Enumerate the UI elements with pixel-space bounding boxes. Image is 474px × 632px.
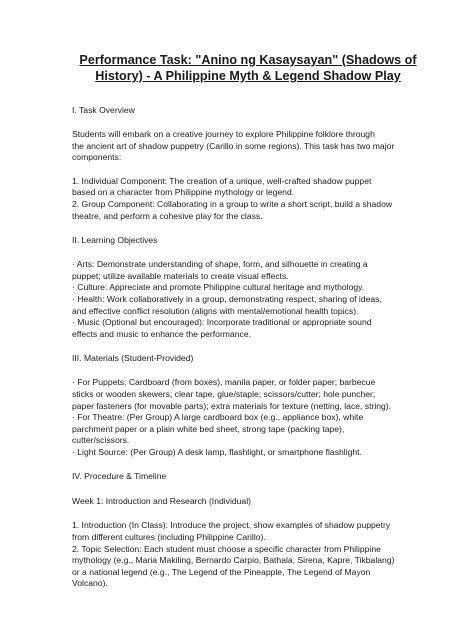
list-item: · Culture: Appreciate and promote Philippine cultural heritage and mythology.	[72, 282, 365, 293]
text-line: theatre, and perform a cohesive play for the class.	[72, 210, 263, 221]
title-line-1: Performance Task: "Anino ng Kasaysayan" (Shadows of	[79, 53, 417, 67]
text-line: 2. Topic Selection: Each student must choose a specific character from Philippine	[72, 543, 381, 554]
section-heading-procedure: IV. Procedure & Timeline	[72, 471, 167, 482]
list-item: · Light Source: (Per Group) A desk lamp, flashlight, or smartphone flashlight.	[72, 446, 362, 457]
list-item: · Arts: Demonstrate understanding of shape, form, and silhouette in creating a	[72, 259, 368, 270]
text-line: or a national legend (e.g., The Legend of the Pineapple, The Legend of Mayon	[72, 566, 371, 577]
week1-steps	[72, 520, 424, 590]
text-line: mythology (e.g., Maria Makiling, Bernardo Carpio, Bathala, Sirena, Kapre, Tikbalang)	[72, 555, 395, 566]
overview-paragraph	[72, 129, 424, 164]
text-line: the ancient art of shadow puppetry (Carillo in some regions). This task has two major	[72, 140, 395, 151]
list-item: cutter/scissors.	[72, 435, 130, 446]
objectives-list	[72, 259, 424, 340]
text-line: 2. Group Component: Collaborating in a group to write a short script, build a shadow	[72, 198, 393, 209]
list-item: puppet; utilize available materials to create visual effects.	[72, 270, 289, 281]
subheading-week-1: Week 1: Introduction and Research (Individual)	[72, 496, 251, 507]
list-item: and effective conflict resolution (aligns with mental/emotional health topics).	[72, 305, 359, 316]
list-item: · Music (Optional but encouraged): Incorporate traditional or appropriate sound	[72, 317, 372, 328]
text-line: from different cultures (including Philippine Carillo).	[72, 532, 266, 543]
list-item: sticks or wooden skewers; clear tape, glue/staple; scissors/cutter; hole puncher;	[72, 388, 376, 399]
text-line: Volcano).	[72, 578, 108, 589]
title-line-2: History) - A Philippine Myth & Legend Shadow Play	[95, 69, 401, 83]
list-item: · Health: Work collaboratively in a group, demonstrating respect, sharing of ideas,	[72, 293, 382, 304]
text-line: Students will embark on a creative journey to explore Philippine folklore through	[72, 129, 375, 139]
section-heading-overview: I. Task Overview	[72, 105, 135, 115]
text-line: 1. Individual Component: The creation of a unique, well-crafted shadow puppet	[72, 175, 372, 186]
materials-list	[72, 377, 424, 458]
document-title	[72, 52, 424, 84]
text-line: based on a character from Philippine mythology or legend.	[72, 187, 295, 198]
list-item: · For Puppets: Cardboard (from boxes), manila paper, or folder paper; barbecue	[72, 377, 376, 388]
components-paragraph	[72, 176, 424, 222]
section-heading-objectives: II. Learning Objectives	[72, 235, 158, 246]
list-item: paper fasteners (for movable parts); extra materials for texture (netting, lace, string).	[72, 400, 392, 411]
list-item: effects and music to enhance the performance.	[72, 328, 251, 339]
section-heading-materials: III. Materials (Student-Provided)	[72, 353, 194, 364]
text-line: components:	[72, 152, 122, 163]
list-item: · For Theatre: (Per Group) A large cardboard box (e.g., appliance box), white	[72, 412, 364, 423]
list-item: parchment paper or a plain white bed sheet, strong tape (packing tape),	[72, 423, 345, 434]
text-line: 1. Introduction (In Class): Introduce the project, show examples of shadow puppetry	[72, 520, 391, 531]
